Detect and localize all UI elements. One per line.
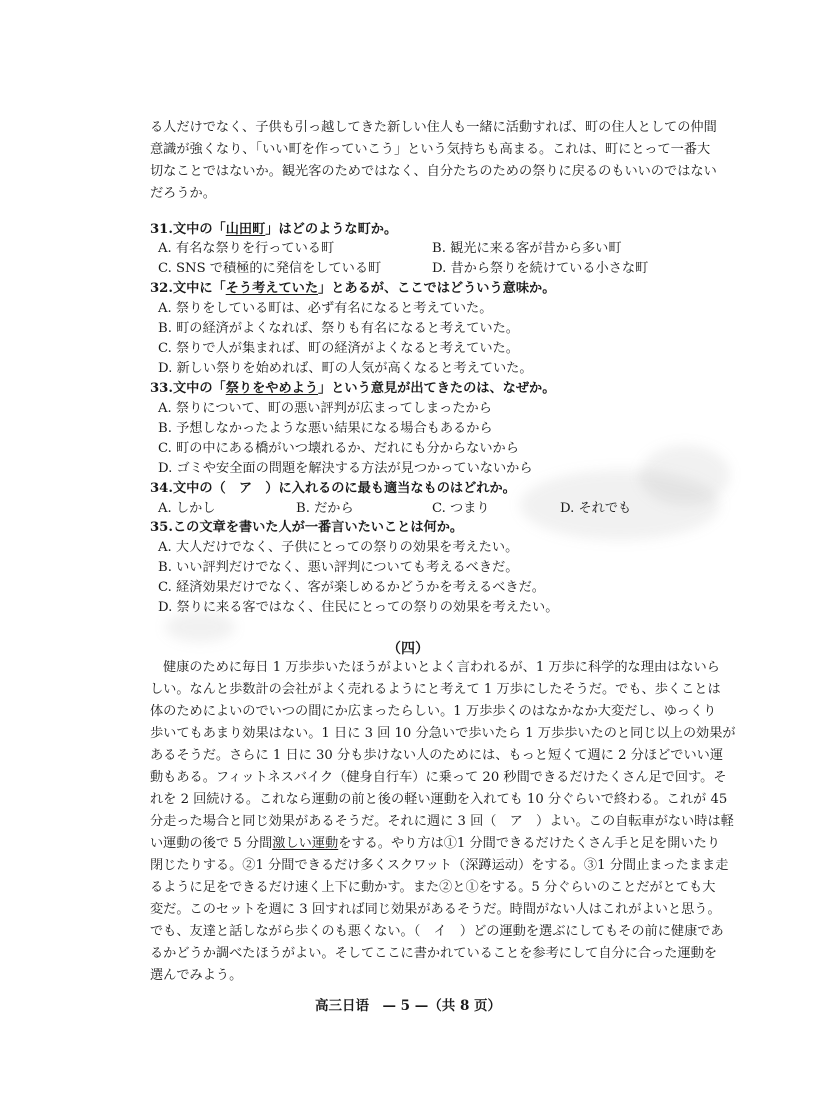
option-32-b: B. 町の経済がよくなれば、祭りも有名になると考えていた。: [158, 321, 519, 336]
question-31: 31.文中の「山田町」はどのような町か。: [150, 222, 398, 237]
option-34-c: C. つまり: [432, 501, 490, 516]
passage-line: 分走った場合と同じ効果があるそうだ。それに週に 3 回（ ア ）よい。この自転車がない時は軽: [150, 814, 734, 829]
option-34-d: D. それでも: [560, 501, 632, 516]
option-34-b: B. だから: [296, 501, 354, 516]
option-33-d: D. ゴミや安全面の問題を解決する方法が見つかっていないから: [158, 461, 533, 476]
question-32: 32.文中に「そう考えていた」とあるが、ここではどういう意味か。: [150, 281, 556, 296]
page-footer: 高三日语 — 5 —（共 8 页）: [314, 998, 502, 1014]
passage-line: でも、友達と話しながら歩くのも悪くない。（ イ ）どの運動を選ぶにしてもその前に健康であ: [150, 924, 724, 939]
option-33-b: B. 予想しなかったような悪い結果になる場合もあるから: [158, 421, 493, 436]
passage-line: 健康のために毎日 1 万歩歩いたほうがよいとよく言われるが、1 万歩に科学的な理由はないら: [163, 660, 720, 675]
passage-line: 変だ。このセットを週に 3 回すれば同じ効果があるそうだ。時間がない人はこれがよいと思う。: [150, 902, 721, 917]
option-35-a: A. 大人だけでなく、子供にとっての祭りの効果を考えたい。: [158, 540, 519, 555]
option-31-d: D. 昔から祭りを続けている小さな町: [432, 261, 649, 276]
option-35-d: D. 祭りに来る客ではなく、住民にとっての祭りの効果を考えたい。: [158, 600, 559, 615]
option-31-c: C. SNS で積極的に発信をしている町: [158, 261, 382, 276]
passage-line: 閉じたりする。②1 分間できるだけ多くスクワット（深蹲运动）をする。③1 分間止まったまま走: [150, 858, 729, 873]
passage-line: 体のためによいのでいつの間にか広まったらしい。1 万歩歩くのはなかなか大変だし、ゆっくり: [150, 704, 717, 719]
passage-line: る人だけでなく、子供も引っ越してきた新しい住人も一緒に活動すれば、町の住人としての仲間: [150, 120, 717, 135]
passage-line: 動もある。フィットネスバイク（健身自行车）に乗って 20 秒間できるだけたくさん足で回す。そ: [150, 770, 727, 785]
passage-line: しい。なんと歩数計の会社がよく売れるようにと考えて 1 万歩にしたそうだ。でも、歩くことは: [150, 682, 721, 697]
question-34: 34.文中の（ ア ）に入れるのに最も適当なものはどれか。: [150, 481, 516, 496]
passage-line: るかどうか調べたほうがよい。そしてここに書かれていることを参考にして自分に合った運動を: [150, 946, 718, 961]
passage-line: 切なことではないか。観光客のためではなく、自分たちのための祭りに戻るのもいいのではない: [150, 164, 717, 179]
underlined-term: 祭りをやめよう: [225, 381, 319, 396]
underlined-term: そう考えていた: [225, 281, 319, 296]
passage-line: 選んでみよう。: [150, 968, 243, 983]
option-35-c: C. 経済効果だけでなく、客が楽しめるかどうかを考えるべきだ。: [158, 580, 545, 595]
option-33-a: A. 祭りについて、町の悪い評判が広まってしまったから: [158, 401, 492, 416]
option-32-c: C. 祭りで人が集まれば、町の経済がよくなると考えていた。: [158, 341, 519, 356]
question-35: 35.この文章を書いた人が一番言いたいことは何か。: [150, 520, 464, 535]
passage-line: 意識が強くなり、「いい町を作っていこう」という気持ちも高まる。これは、町にとって一番大: [150, 142, 711, 157]
passage-line: るように足をできるだけ速く上下に動かす。また②と①をする。5 分ぐらいのことだがとても大: [150, 880, 716, 895]
option-31-b: B. 観光に来る客が昔から多い町: [432, 241, 622, 256]
option-32-a: A. 祭りをしている町は、必ず有名になると考えていた。: [158, 301, 493, 316]
option-33-c: C. 町の中にある橋がいつ壊れるか、だれにも分からないから: [158, 441, 519, 456]
underlined-term: 山田町: [225, 222, 266, 237]
scan-smudge: [640, 445, 730, 505]
option-35-b: B. いい評判だけでなく、悪い評判についても考えるべきだ。: [158, 560, 519, 575]
option-31-a: A. 有名な祭りを行っている町: [158, 241, 335, 256]
passage-line: だろうか。: [150, 186, 216, 201]
passage-line: 歩いてもあまり効果はない。1 日に 3 回 10 分急いで歩いたら 1 万歩歩いたのと同じ以上の効果が: [150, 726, 736, 741]
underlined-term: 激しい運動: [272, 836, 339, 851]
passage-line: い運動の後で 5 分間激しい運動をする。やり方は①1 分間できるだけたくさん手と足を開いたり: [150, 836, 721, 851]
option-32-d: D. 新しい祭りを始めれば、町の人気が高くなると考えていた。: [158, 361, 533, 376]
option-34-a: A. しかし: [158, 501, 216, 516]
question-33: 33.文中の「祭りをやめよう」という意見が出てきたのは、なぜか。: [150, 381, 556, 396]
section-title: （四）: [387, 641, 429, 657]
passage-line: れを 2 回続ける。これなら運動の前と後の軽い運動を入れても 10 分ぐらいで終わる。これが 45: [150, 792, 728, 807]
passage-line: あるそうだ。さらに 1 日に 30 分も歩けない人のためには、もっと短くて週に 2 分ほどでいい運: [150, 748, 724, 763]
